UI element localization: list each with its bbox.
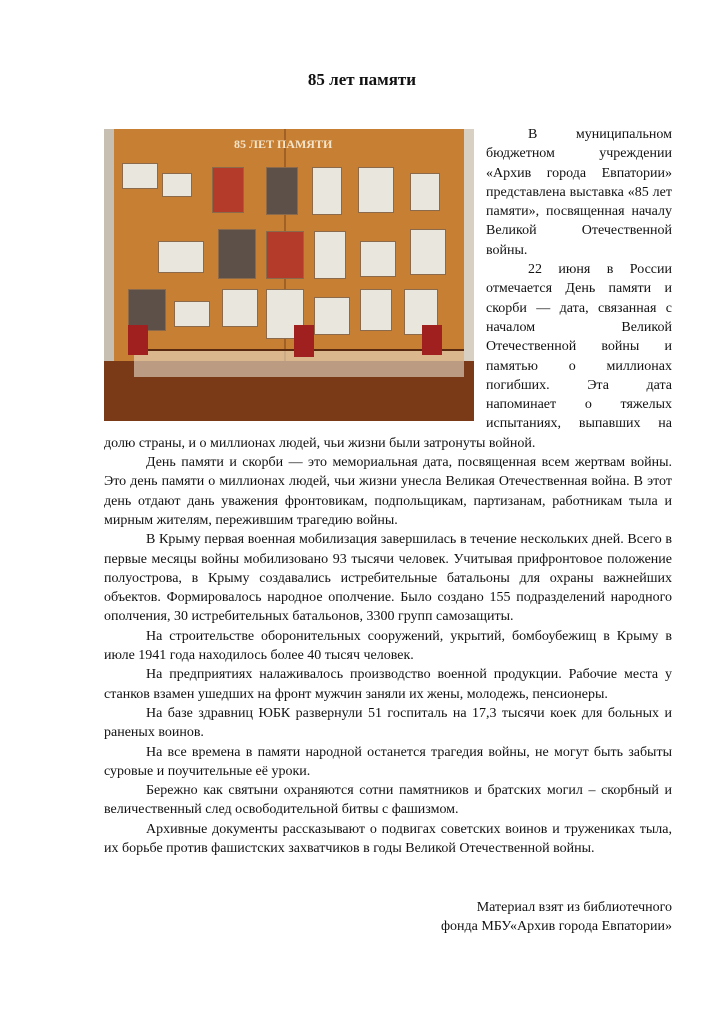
- book: [294, 325, 314, 357]
- exhibition-photo: [104, 129, 474, 421]
- source-note: [441, 898, 672, 937]
- poster: [360, 241, 396, 277]
- article-body: [104, 125, 672, 858]
- poster: [122, 163, 158, 189]
- paragraph: В Крыму первая военная мобилизация завершилась в течение нескольких дней. Всего в первые месяцы войны мобилизовано 93 тысячи человек. Учитывая прифронтовое положение полуострова, в Крыму создавались истребительные батальоны для охраны важнейших объектов. Формировалось народное ополчение. Было создано 155 подразделений народного ополчения, 30 истребительных батальонов, 3300 групп самозащиты.: [104, 532, 672, 625]
- poster: [358, 167, 394, 213]
- paragraph: 22 июня в России отмечается День памяти и скорби — дата, связанная с началом Великой Отечественной войны и памятью о миллионах погибших. Эта дата напоминает о тяжелых испытаниях, выпавших на долю страны, и о миллионах людей, чьи жизни были затронуты войной.: [104, 262, 672, 451]
- poster: [314, 231, 346, 279]
- page-title: 85 лет памяти: [307, 70, 417, 89]
- source-line: Материал взят из библиотечного: [476, 900, 672, 915]
- poster: [162, 173, 192, 197]
- poster: [266, 231, 304, 279]
- poster: [360, 289, 392, 331]
- paragraph: Бережно как святыни охраняются сотни памятников и братских могил – скорбный и величественный след освободительной битвы с фашизмом.: [104, 783, 672, 818]
- poster: [158, 241, 204, 273]
- paragraph: На строительстве оборонительных сооружений, укрытий, бомбоубежищ в Крыму в июле 1941 года находилось более 40 тысяч человек.: [104, 628, 672, 664]
- paragraph: В муниципальном бюджетном учреждении «Архив города Евпатории» представлена выставка «85 лет памяти», посвященная началу Великой Отечественной войны.: [486, 127, 672, 258]
- poster: [222, 289, 258, 327]
- paragraph: День памяти и скорби — это мемориальная дата, посвященная всем жертвам войны. Это день памяти о миллионах людей, чьи жизни унесла Великая Отечественная война. В этот день отдают дань уважения фронтовикам, подпольщикам, партизанам, работникам тыла и мирным жителям, пережившим трагедию войны.: [104, 455, 672, 528]
- poster: [410, 173, 440, 211]
- paragraph: На базе здравниц ЮБК развернули 51 госпиталь на 17,3 тысячи коек для больных и раненых воинов.: [104, 705, 672, 741]
- exhibition-board: [114, 129, 464, 369]
- poster: [410, 229, 446, 275]
- board-title: 85 ЛЕТ ПАМЯТИ: [234, 137, 333, 151]
- paragraph: На все времена в памяти народной останется трагедия войны, не могут быть забыты суровые и поучительные её уроки.: [104, 744, 672, 779]
- poster: [266, 167, 298, 215]
- book: [128, 325, 148, 355]
- poster: [314, 297, 350, 335]
- paragraph: Архивные документы рассказывают о подвигах советских воинов и тружениках тыла, их борьбе против фашистских захватчиков в годы Великой Отечественной войны.: [104, 821, 672, 856]
- paragraph: На предприятиях налаживалось производство военной продукции. Рабочие места у станков взамен ушедших на фронт мужчин заняли их жены, молодежь, пенсионеры.: [104, 667, 672, 702]
- poster: [312, 167, 342, 215]
- poster: [212, 167, 244, 213]
- poster: [218, 229, 256, 279]
- source-line: фонда МБУ«Архив города Евпатории»: [440, 919, 672, 935]
- poster: [174, 301, 210, 327]
- book: [422, 325, 442, 355]
